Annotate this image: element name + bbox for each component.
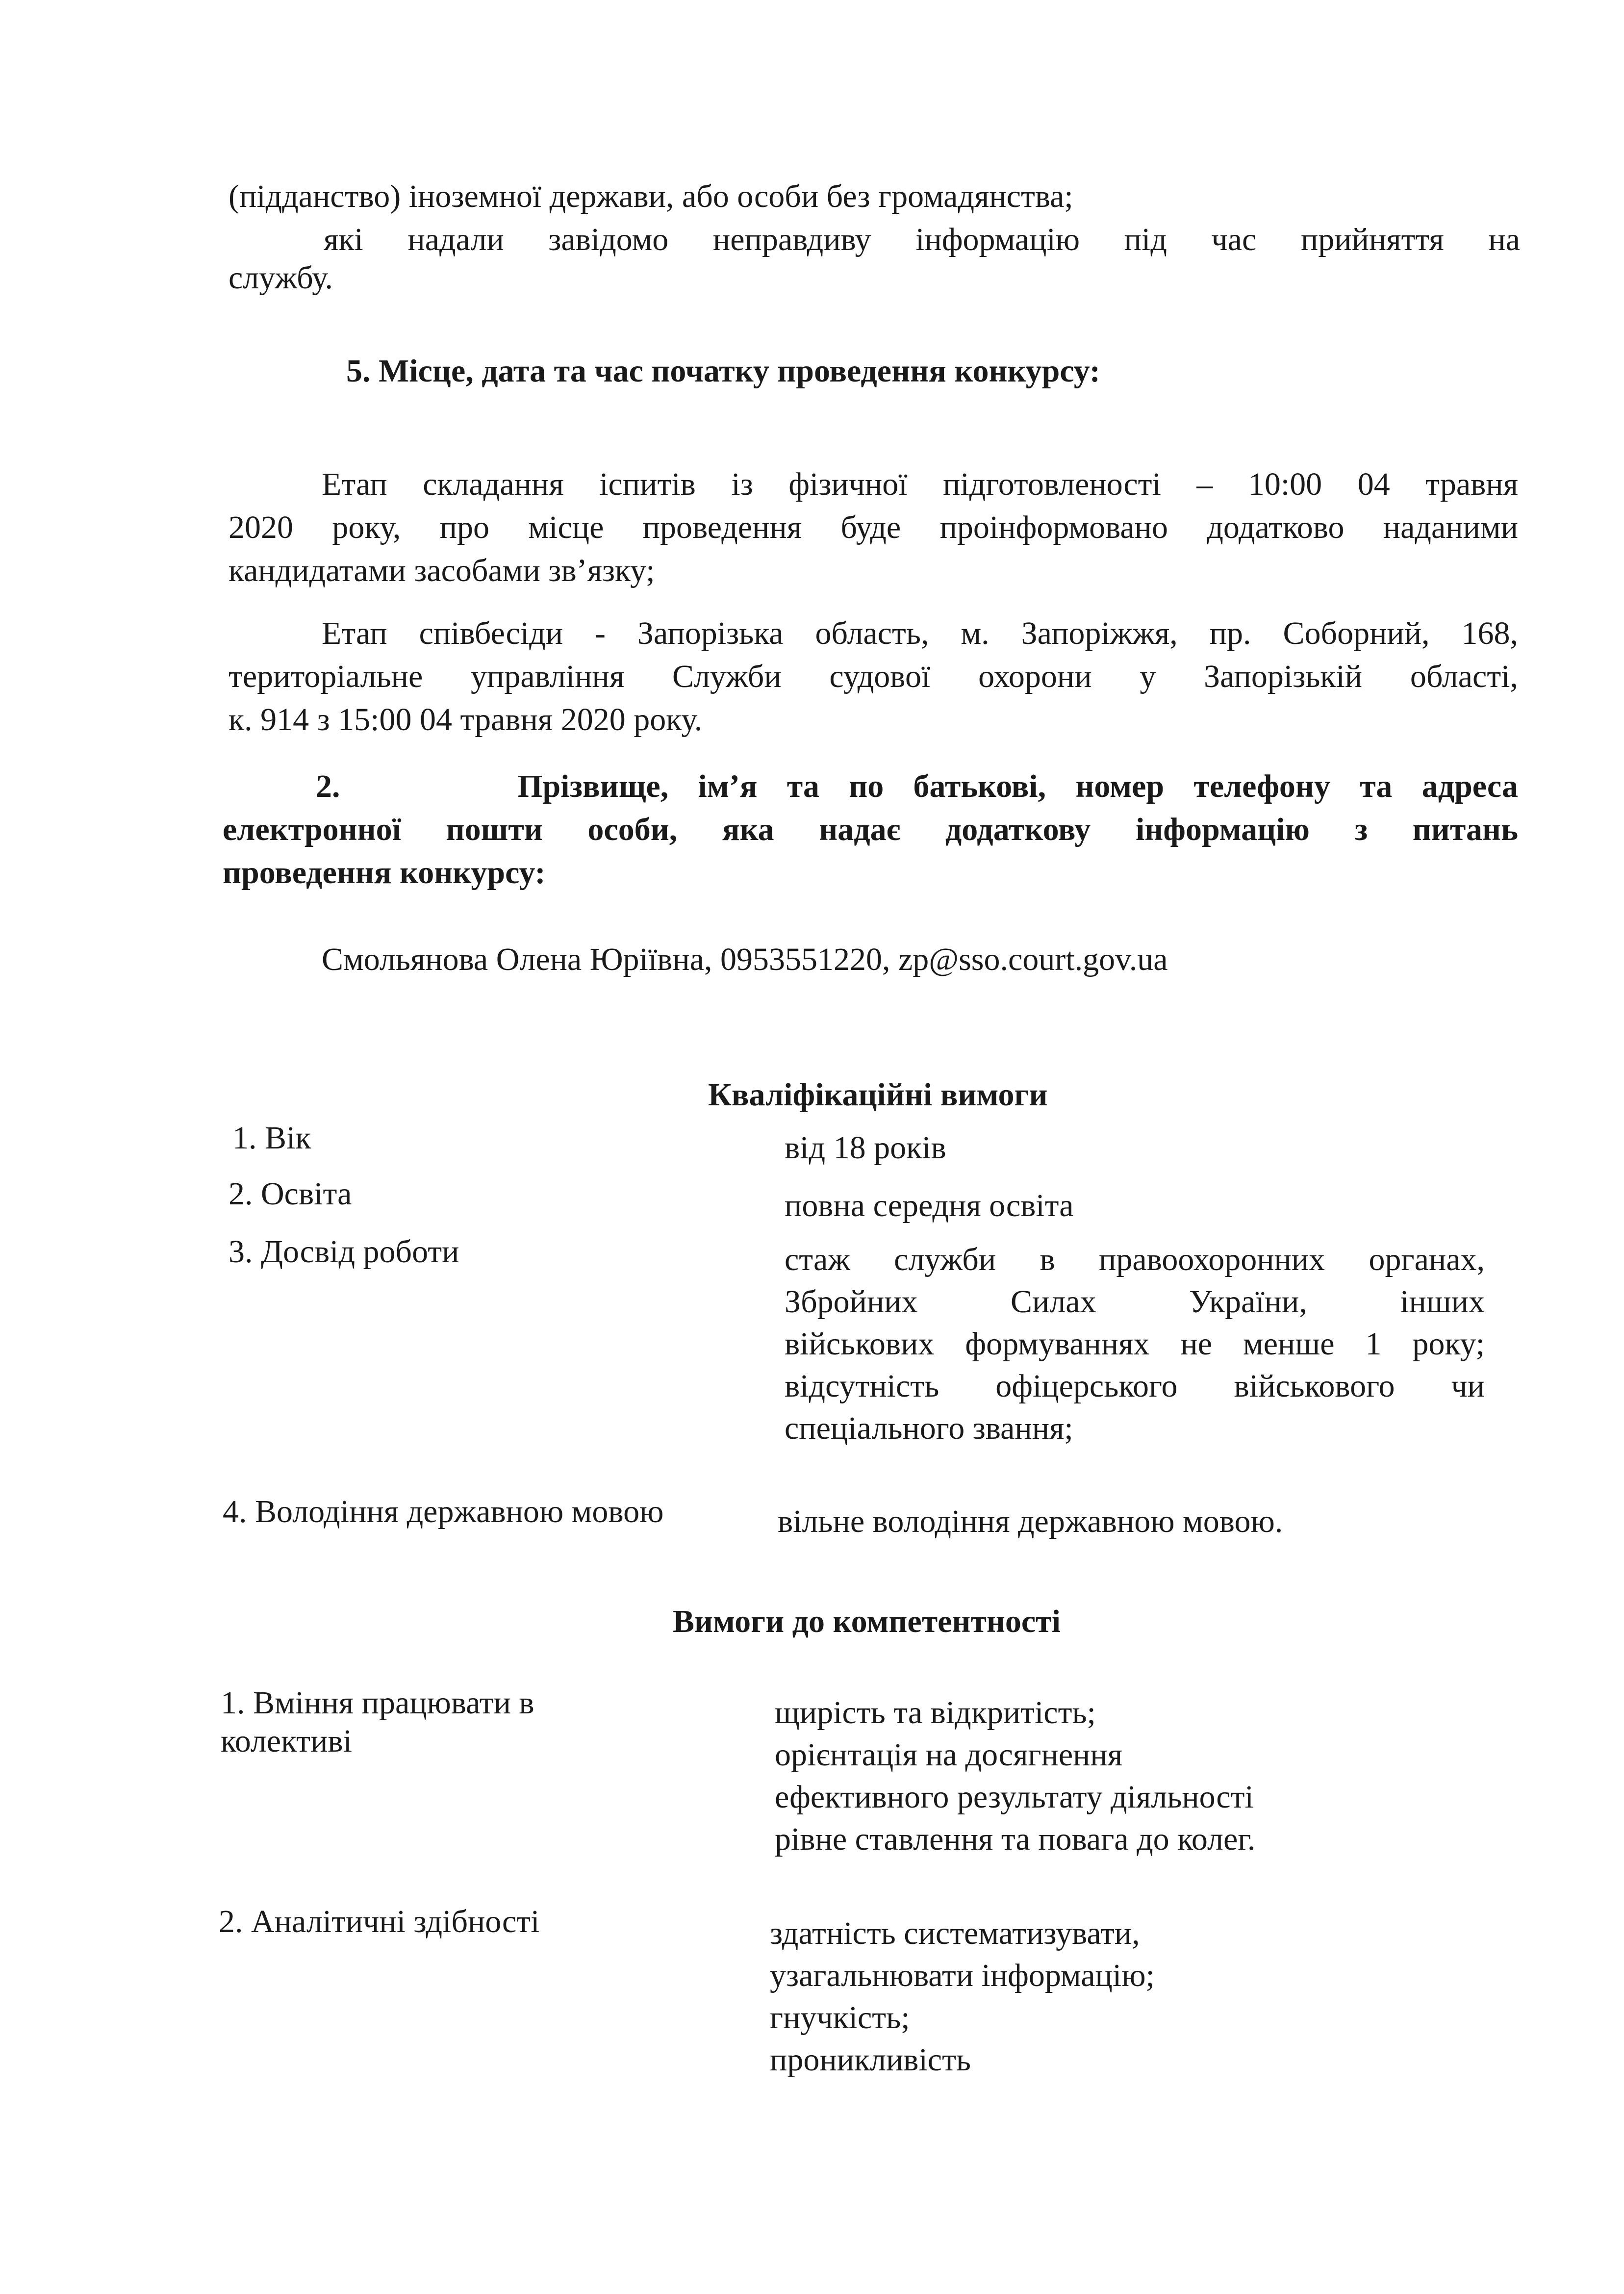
- heading-line: проведення конкурсу:: [223, 855, 546, 891]
- label-line: 1. Вміння працювати в: [221, 1685, 534, 1721]
- paragraph-line: територіальне управління Служби судової охорони у Запорізькій області,: [228, 659, 1518, 694]
- value-line: спеціального звання;: [785, 1410, 1073, 1446]
- heading-line: 2. Прізвище, ім’я та по батькові, номер телефону та адреса: [316, 768, 1518, 804]
- section-5-heading: 5. Місце, дата та час початку проведення конкурсу:: [346, 353, 1100, 389]
- value-line: відсутність офіцерського військового чи: [785, 1368, 1485, 1404]
- qualification-value-experience: [785, 1239, 1485, 1450]
- intro-line-2-text: які надали завідомо неправдиву інформацію під час прийняття на: [324, 222, 1520, 257]
- qualification-value-age: від 18 років: [785, 1130, 946, 1166]
- qualification-value-education: повна середня освіта: [785, 1188, 1074, 1223]
- paragraph-line: Етап складання іспитів із фізичної підготовленості – 10:00 04 травня: [322, 466, 1518, 502]
- intro-line-3: службу.: [228, 260, 333, 296]
- value-line: гнучкість;: [770, 2000, 910, 2036]
- value-line: узагальнювати інформацію;: [770, 1958, 1155, 1993]
- intro-line-2: [324, 224, 1520, 256]
- value-line: щирість та відкритість;: [775, 1695, 1096, 1731]
- qualification-label-education: 2. Освіта: [228, 1176, 352, 1212]
- section-5-paragraph-1: [228, 463, 1518, 592]
- value-line: рівне ставлення та повага до колег.: [775, 1821, 1256, 1857]
- label-line: колективі: [221, 1723, 352, 1759]
- paragraph-line: к. 914 з 15:00 04 травня 2020 року.: [228, 702, 703, 738]
- heading-line: електронної пошти особи, яка надає додаткову інформацію з питань: [223, 812, 1518, 847]
- competence-value-analytics: [770, 1912, 1155, 2081]
- paragraph-line: 2020 року, про місце проведення буде проінформовано додатково наданими: [228, 510, 1518, 545]
- value-line: Збройних Силах України, інших: [785, 1284, 1485, 1320]
- label-line: 2. Аналітичні здібності: [219, 1904, 540, 1939]
- intro-line-1: (підданство) іноземної держави, або особи без громадянства;: [228, 178, 1073, 214]
- section-5-paragraph-2: [228, 612, 1518, 741]
- qualification-label-language: 4. Володіння державною мовою: [223, 1494, 664, 1529]
- qualification-value-language: вільне володіння державною мовою.: [778, 1504, 1283, 1539]
- qualification-label-experience: 3. Досвід роботи: [228, 1234, 459, 1270]
- value-line: військових формуваннях не менше 1 року;: [785, 1326, 1485, 1362]
- value-line: ефективного результату діяльності: [775, 1779, 1254, 1815]
- competence-label-analytics: [219, 1903, 539, 1941]
- value-line: проникливість: [770, 2042, 971, 2078]
- paragraph-line: Етап співбесіди - Запорізька область, м. Запоріжжя, пр. Соборний, 168,: [322, 615, 1518, 651]
- qualifications-title: Кваліфікаційні вимоги: [708, 1077, 1048, 1113]
- section-2-heading: [223, 765, 1518, 894]
- contact-info: Смольянова Олена Юріївна, 0953551220, zp@sso.court.gov.ua: [322, 942, 1168, 977]
- value-line: стаж служби в правоохоронних органах,: [785, 1242, 1485, 1277]
- value-line: здатність систематизувати,: [770, 1915, 1140, 1951]
- qualification-label-age: 1. Вік: [232, 1120, 311, 1156]
- competence-value-teamwork: [775, 1692, 1255, 1861]
- competence-label-teamwork: [221, 1684, 534, 1760]
- paragraph-line: кандидатами засобами зв’язку;: [228, 553, 655, 588]
- competence-title: Вимоги до компетентності: [673, 1604, 1061, 1639]
- value-line: орієнтація на досягнення: [775, 1737, 1123, 1773]
